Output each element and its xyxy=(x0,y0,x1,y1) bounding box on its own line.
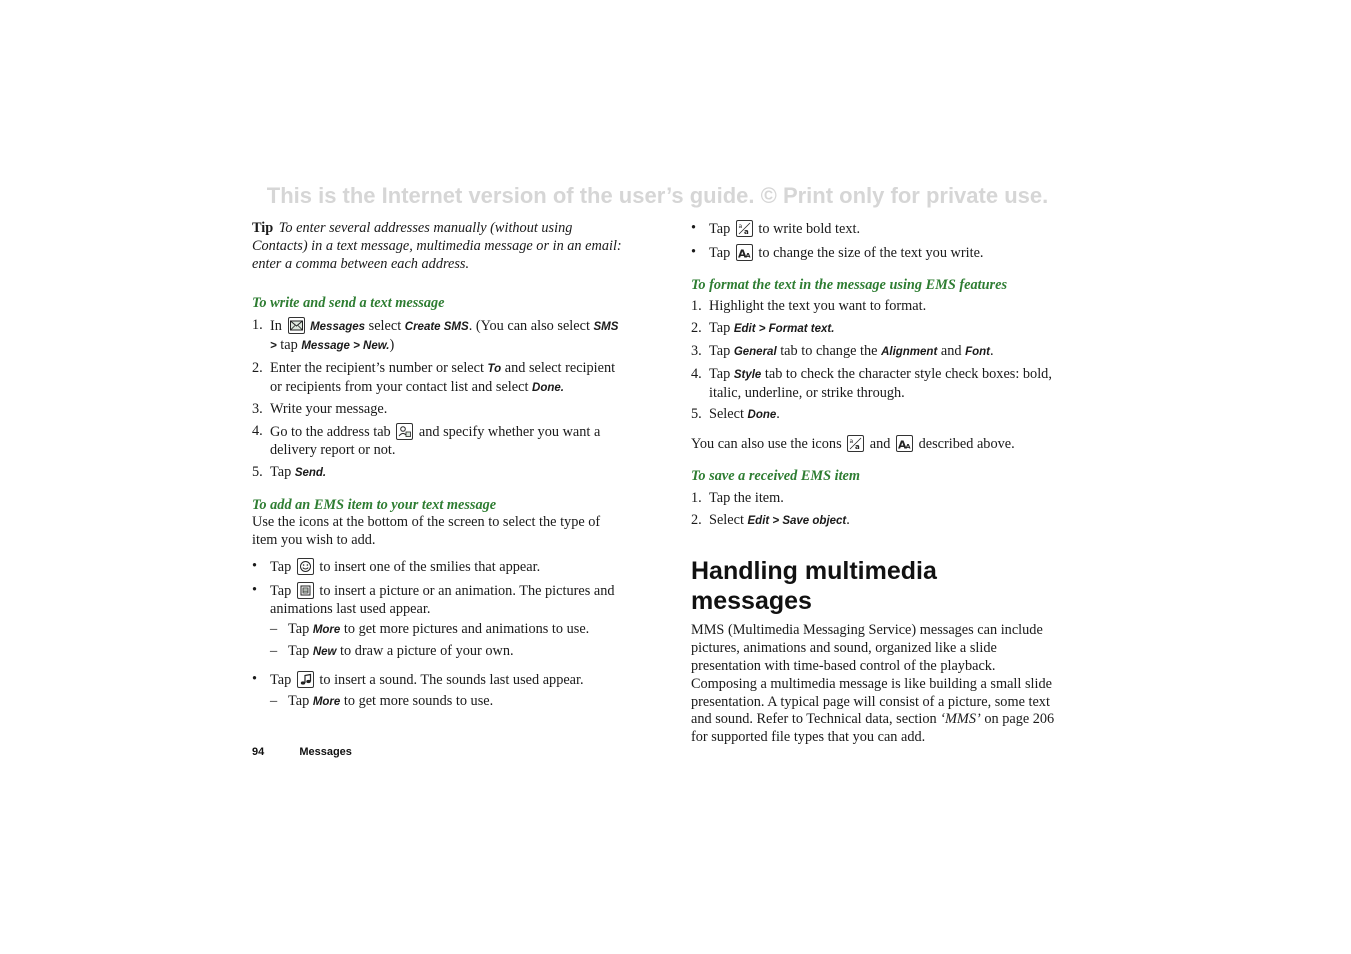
step-text: Select xyxy=(709,406,748,423)
bullet-text: to get more sounds to use. xyxy=(340,692,494,709)
ui-term: Style xyxy=(733,368,762,381)
step-text: . xyxy=(990,342,994,359)
watermark: This is the Internet version of the user’s guide. © Print only for private use. xyxy=(266,183,1049,208)
bullet-text: to insert a picture or an animation. The pictures and animations last used appear. xyxy=(270,582,615,617)
ui-term: Font xyxy=(965,345,990,358)
step-text: Tap the item. xyxy=(709,489,784,506)
ui-term: Alignment xyxy=(881,345,938,358)
step-text: Write your message. xyxy=(270,401,388,418)
step-2 xyxy=(691,320,1063,339)
step-number: 1. xyxy=(252,317,263,334)
bullet-smiley xyxy=(252,558,624,577)
step-2 xyxy=(691,512,1063,531)
bullet-text: Tap xyxy=(270,582,292,599)
ui-term: Message > New. xyxy=(301,339,390,352)
format-ems-steps xyxy=(691,298,1063,425)
add-ems-bullets xyxy=(252,558,624,712)
bullet-text: Tap xyxy=(270,558,292,575)
heading-format-ems: To format the text in the message using EMS features xyxy=(691,276,1008,293)
step-2 xyxy=(252,360,624,398)
svg-text:A: A xyxy=(898,438,907,451)
smiley-icon xyxy=(297,558,314,575)
bullet-text: Tap xyxy=(270,671,292,688)
sub-bullet-more xyxy=(270,621,624,640)
ui-term: More xyxy=(312,695,341,708)
dash-mark: – xyxy=(270,643,278,660)
step-1 xyxy=(691,298,1063,316)
ui-term: Done xyxy=(747,409,777,422)
step-3 xyxy=(691,343,1063,362)
step-number: 2. xyxy=(252,359,263,376)
ui-term: New xyxy=(312,646,337,659)
write-send-steps xyxy=(252,317,624,482)
step-number: 4. xyxy=(252,423,263,440)
step-5 xyxy=(691,406,1063,425)
step-4 xyxy=(691,366,1063,403)
step-text: ) xyxy=(389,336,395,353)
step-text: and xyxy=(937,342,966,359)
bullet-mark: • xyxy=(252,557,258,574)
step-3 xyxy=(252,401,624,419)
ui-term: Send. xyxy=(294,466,327,479)
format-icon-bullets xyxy=(691,220,1063,263)
step-text: tab to check the character style check boxes: bold, italic, underline, or strike through. xyxy=(709,365,1052,401)
left-column xyxy=(252,220,624,717)
step-text: . (You can also select xyxy=(468,318,594,335)
paragraph-text: on page 206 for supported file types that you can add. xyxy=(691,711,1055,746)
chapter-name: Messages xyxy=(299,746,352,758)
page-footer xyxy=(252,746,352,758)
bullet-text: Tap xyxy=(288,643,313,660)
bullet-mark: • xyxy=(691,220,697,236)
bullet-text: to draw a picture of your own. xyxy=(336,643,514,660)
note-text: described above. xyxy=(918,436,1015,453)
step-number: 4. xyxy=(691,365,702,382)
step-text: and specify whether you want a delivery report or not. xyxy=(270,424,601,458)
bullet-sound xyxy=(252,671,624,712)
tip-label: Tip xyxy=(252,220,274,236)
heading-save-ems: To save a received EMS item xyxy=(691,467,861,484)
save-ems-steps xyxy=(691,490,1063,531)
dash-mark: – xyxy=(270,621,278,638)
step-text: Go to the address tab xyxy=(270,424,391,441)
step-number: 5. xyxy=(691,406,702,423)
ui-term: Done. xyxy=(532,381,564,394)
section-title: Handling multimedia messages xyxy=(691,557,937,616)
text-size-icon xyxy=(736,244,753,261)
right-column xyxy=(691,220,1063,761)
svg-text:A: A xyxy=(737,247,747,259)
bullet-text: to insert one of the smilies that appear. xyxy=(319,558,541,575)
bullet-size xyxy=(691,244,1063,263)
paragraph-text: MMS (Multimedia Messaging Service) messages can include pictures, animations and sound, organized like a slide presentation with time-based control of the playback. Composing a multimedia message is like building a small slide presentation. A typical page will consist of a picture, some text and sound. Refer to Technical data, section xyxy=(691,622,1052,728)
step-1 xyxy=(252,317,624,356)
bullet-text: to insert a sound. The sounds last used appear. xyxy=(319,671,584,688)
bullet-text: to write bold text. xyxy=(758,221,861,237)
ui-term: Edit > Format text. xyxy=(733,323,835,336)
ui-term: To xyxy=(487,362,502,375)
text-size-icon xyxy=(896,435,913,452)
step-number: 3. xyxy=(252,401,263,418)
step-1 xyxy=(691,490,1063,508)
music-note-icon xyxy=(297,671,314,688)
bullet-picture xyxy=(252,582,624,662)
step-number: 1. xyxy=(691,298,702,315)
step-text: tab to change the xyxy=(776,342,882,359)
step-number: 1. xyxy=(691,489,702,506)
bullet-text: Tap xyxy=(709,244,731,261)
step-number: 2. xyxy=(691,511,702,528)
bullet-mark: • xyxy=(691,243,697,260)
contact-card-icon xyxy=(396,423,413,440)
svg-text:A: A xyxy=(905,442,911,451)
note-text: and xyxy=(869,436,891,453)
step-text: Highlight the text you want to format. xyxy=(709,298,927,315)
bullet-bold xyxy=(691,220,1063,239)
bullet-text: Tap xyxy=(288,692,313,709)
envelope-icon xyxy=(288,317,305,334)
ui-term: General xyxy=(733,345,777,358)
step-text: Tap xyxy=(270,463,295,480)
bullet-mark: • xyxy=(252,581,258,598)
tip-block xyxy=(252,220,624,273)
picture-sub-bullets xyxy=(270,621,624,662)
svg-text:a: a xyxy=(855,443,860,451)
heading-write-send: To write and send a text message xyxy=(252,295,445,312)
note-text: You can also use the icons xyxy=(691,436,842,453)
bullet-text: Tap xyxy=(709,221,731,237)
step-text: select xyxy=(365,318,405,335)
svg-text:a: a xyxy=(849,438,854,446)
svg-text:a: a xyxy=(738,223,742,230)
bullet-text: Tap xyxy=(288,621,313,638)
step-4 xyxy=(252,423,624,460)
picture-icon xyxy=(297,582,314,599)
sub-bullet-more-sounds xyxy=(270,693,624,712)
sub-bullet-new xyxy=(270,643,624,662)
svg-text:a: a xyxy=(743,228,749,235)
ui-term: Create SMS xyxy=(404,321,469,334)
step-text: Tap xyxy=(709,320,734,337)
step-number: 5. xyxy=(252,463,263,480)
heading-add-ems: To add an EMS item to your text message xyxy=(252,496,497,513)
svg-text:A: A xyxy=(745,251,751,259)
ui-term: Messages xyxy=(310,321,366,334)
step-number: 2. xyxy=(691,320,702,337)
step-text: Tap xyxy=(709,365,734,382)
mms-paragraph xyxy=(691,622,1063,747)
tip-text: To enter several addresses manually (without using Contacts) in a text message, multimedia message or in an email: enter a comma between each address. xyxy=(252,220,622,272)
step-text: tap xyxy=(276,336,302,353)
step-text: . xyxy=(776,406,780,423)
step-text: Select xyxy=(709,511,748,528)
bold-text-icon xyxy=(847,435,864,452)
dash-mark: – xyxy=(270,692,278,709)
format-note xyxy=(691,435,1063,454)
cross-reference: ‘MMS’ xyxy=(940,711,981,728)
step-5 xyxy=(252,464,624,483)
step-number: 3. xyxy=(691,342,702,359)
step-text: Tap xyxy=(709,342,734,359)
bullet-mark: • xyxy=(252,670,258,687)
page-number: 94 xyxy=(252,746,265,758)
step-text: . xyxy=(846,511,850,528)
step-text: Enter the recipient’s number or select xyxy=(270,359,488,376)
step-text: and select recipient or recipients from your contact list and select xyxy=(270,359,616,395)
bullet-text: to change the size of the text you write. xyxy=(758,244,984,261)
sound-sub-bullets xyxy=(270,693,624,712)
ui-term: SMS > xyxy=(270,321,619,352)
bullet-text: to get more pictures and animations to use. xyxy=(340,621,590,638)
ui-term: More xyxy=(312,624,341,637)
add-ems-intro: Use the icons at the bottom of the screen to select the type of item you wish to add. xyxy=(252,514,601,549)
bold-text-icon xyxy=(736,220,753,237)
step-text: In xyxy=(270,318,282,335)
ui-term: Edit > Save object xyxy=(747,514,847,527)
